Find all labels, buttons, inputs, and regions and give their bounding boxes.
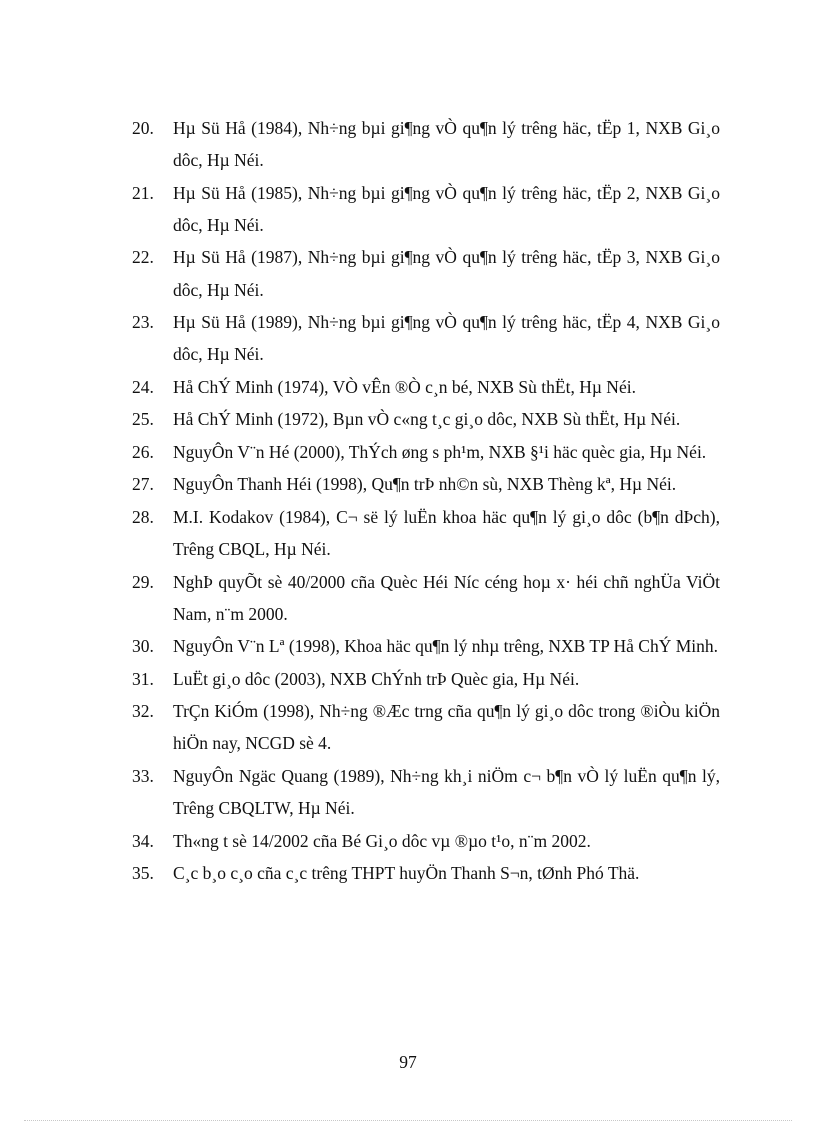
reference-item bbox=[132, 663, 720, 695]
reference-text: C¸c b¸o c¸o cña c¸c trêng THPT huyÖn Thanh S¬n, tØnh Phó Thä. bbox=[173, 863, 640, 884]
reference-number: 26. bbox=[132, 441, 154, 462]
reference-item bbox=[132, 468, 720, 500]
reference-number: 33. bbox=[132, 765, 154, 786]
reference-number: 21. bbox=[132, 182, 154, 203]
reference-item bbox=[132, 760, 720, 824]
reference-item bbox=[132, 566, 720, 630]
reference-item bbox=[132, 241, 720, 305]
reference-item bbox=[132, 112, 720, 176]
reference-number: 25. bbox=[132, 409, 154, 430]
page-number: 97 bbox=[399, 1052, 417, 1072]
reference-text: Hå ChÝ Minh (1972), Bµn vÒ c«ng t¸c gi¸o dôc, NXB Sù thËt, Hµ Néi. bbox=[173, 409, 681, 430]
reference-number: 34. bbox=[132, 830, 154, 851]
reference-number: 28. bbox=[132, 506, 154, 527]
reference-text: Hµ Sü Hå (1989), Nh÷ng bµi gi¶ng vÒ qu¶n lý trêng häc, tËp 4, NXB Gi¸o dôc, Hµ Néi. bbox=[173, 312, 720, 365]
reference-text: M.I. Kodakov (1984), C¬ së lý luËn khoa häc qu¶n lý gi¸o dôc (b¶n dÞch), Trêng CBQL, Hµ Néi. bbox=[173, 506, 720, 560]
reference-text: NguyÔn V¨n Hé (2000), ThÝch øng s ph¹m, NXB §¹i häc quèc gia, Hµ Néi. bbox=[173, 441, 707, 462]
reference-item bbox=[132, 306, 720, 370]
reference-item bbox=[132, 403, 720, 435]
reference-text: NguyÔn V¨n Lª (1998), Khoa häc qu¶n lý nhµ trêng, NXB TP Hå ChÝ Minh. bbox=[173, 636, 719, 657]
reference-number: 29. bbox=[132, 571, 154, 592]
reference-list bbox=[132, 112, 720, 890]
reference-text: Hµ Sü Hå (1984), Nh÷ng bµi gi¶ng vÒ qu¶n lý trêng häc, tËp 1, NXB Gi¸o dôc, Hµ Néi. bbox=[173, 118, 720, 171]
reference-item bbox=[132, 371, 720, 403]
reference-text: Th«ng t sè 14/2002 cña Bé Gi¸o dôc vµ ®µo t¹o, n¨m 2002. bbox=[173, 830, 591, 851]
reference-number: 22. bbox=[132, 247, 154, 268]
reference-number: 20. bbox=[132, 118, 154, 138]
reference-number: 30. bbox=[132, 636, 154, 657]
reference-item bbox=[132, 825, 720, 857]
reference-number: 31. bbox=[132, 668, 154, 689]
reference-text: Hµ Sü Hå (1987), Nh÷ng bµi gi¶ng vÒ qu¶n lý trêng häc, tËp 3, NXB Gi¸o dôc, Hµ Néi. bbox=[173, 247, 720, 300]
reference-number: 23. bbox=[132, 312, 154, 333]
reference-number: 32. bbox=[132, 701, 154, 722]
reference-text: Hµ Sü Hå (1985), Nh÷ng bµi gi¶ng vÒ qu¶n lý trêng häc, tËp 2, NXB Gi¸o dôc, Hµ Néi. bbox=[173, 182, 720, 235]
reference-text: Hå ChÝ Minh (1974), VÒ vÊn ®Ò c¸n bé, NXB Sù thËt, Hµ Néi. bbox=[173, 376, 636, 397]
reference-text: TrÇn KiÓm (1998), Nh÷ng ®Æc trng cña qu¶n lý gi¸o dôc trong ®iÒu kiÖn hiÖn nay, NCGD sè 4. bbox=[173, 701, 720, 754]
reference-item bbox=[132, 695, 720, 759]
reference-text: LuËt gi¸o dôc (2003), NXB ChÝnh trÞ Quèc gia, Hµ Néi. bbox=[173, 668, 580, 689]
reference-item bbox=[132, 857, 720, 889]
reference-number: 35. bbox=[132, 863, 154, 884]
reference-item bbox=[132, 436, 720, 468]
reference-number: 27. bbox=[132, 474, 154, 495]
reference-item bbox=[132, 501, 720, 565]
reference-item bbox=[132, 177, 720, 241]
reference-number: 24. bbox=[132, 376, 154, 397]
reference-text: NguyÔn Thanh Héi (1998), Qu¶n trÞ nh©n sù, NXB Thèng kª, Hµ Néi. bbox=[173, 474, 677, 495]
reference-text: NghÞ quyÕt sè 40/2000 cña Quèc Héi Níc céng hoµ x· héi chñ nghÜa ViÖt Nam, n¨m 2000. bbox=[173, 571, 720, 624]
page-border bbox=[24, 1120, 792, 1121]
reference-text: NguyÔn Ngäc Quang (1989), Nh÷ng kh¸i niÖm c¬ b¶n vÒ lý luËn qu¶n lý, Trêng CBQLTW, Hµ Néi. bbox=[173, 765, 720, 819]
reference-item bbox=[132, 630, 720, 662]
